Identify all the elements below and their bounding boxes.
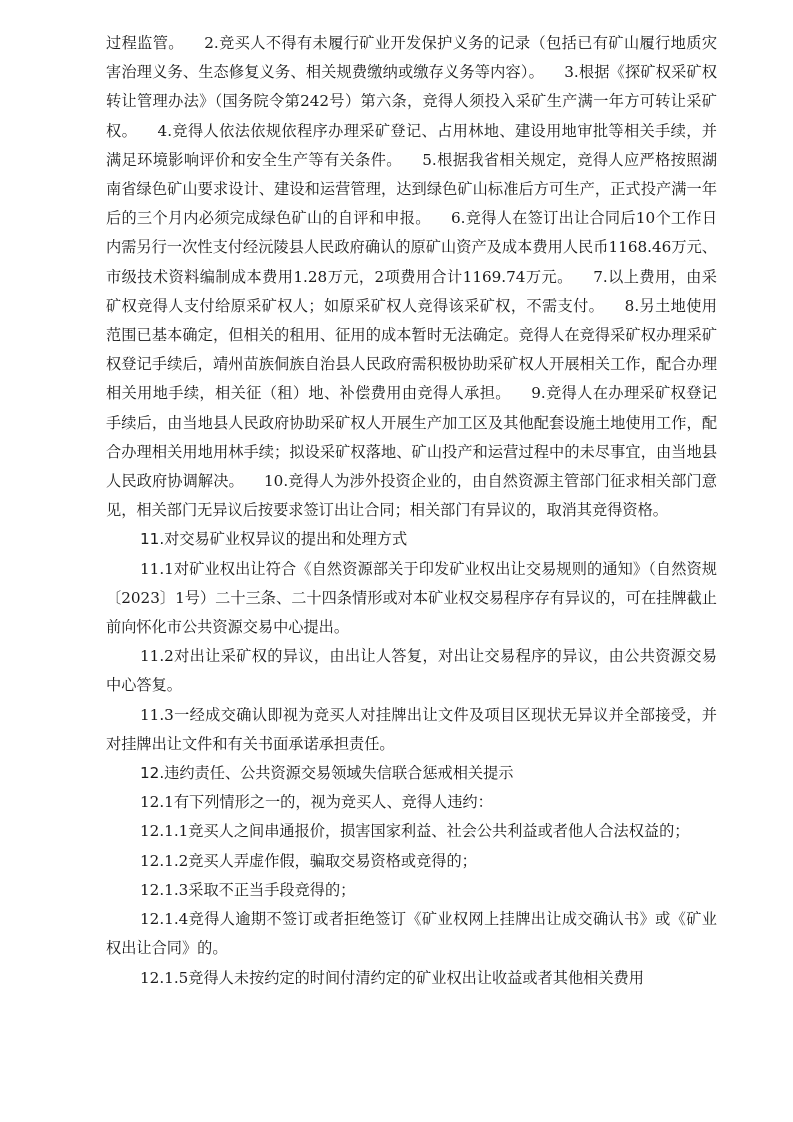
section-11-item-1: 11.1对矿业权出让符合《自然资源部关于印发矿业权出让交易规则的通知》（自然资规〔2023〕1号）二十三条、二十四条情形或对本矿业权交易程序存有异议的，可在挂牌截止前向怀化市公共资源交易中心提出。 [106,559,717,637]
intro-segment-3: 4.竞得人依法依规依程序办理采矿登记、占用林地、建设用地审批等相关手续，并满足环境影响评价和安全生产等有关条件。 [106,121,717,169]
section-12-item-1-1: 12.1.1竞买人之间串通报价，损害国家利益、社会公共利益或者他人合法权益的； [140,822,690,841]
section-11-heading: 11.对交易矿业权异议的提出和处理方式 [140,530,408,549]
section-12-item-1-3: 12.1.3采取不正当手段竞得的； [140,880,356,899]
section-12-item-1-5: 12.1.5竞得人未按约定的时间付清约定的矿业权出让收益或者其他相关费用 [140,968,644,987]
intro-segment-5: 6.竞得人在签订出让合同后10个工作日内需另行一次性支付经沅陵县人民政府确认的原矿山资产及成本费用人民币1168.46万元、市级技术资料编制成本费用1.28万元，2项费用合计1169.74万元。 [106,209,718,286]
section-12-item-1-4: 12.1.4竞得人逾期不签订或者拒绝签订《矿业权网上挂牌出让成交确认书》或《矿业权出让合同》的。 [106,910,717,958]
intro-segment-9: 10.竞得人为涉外投资企业的，由自然资源主管部门征求相关部门意见，相关部门无异议后按要求签订出让合同；相关部门有异议的，取消其竞得资格。 [106,472,718,520]
section-12-item-1: 12.1有下列情形之一的，视为竞买人、竞得人违约： [140,793,493,812]
intro-segment-4: 5.根据我省相关规定，竞得人应严格按照湖南省绿色矿山要求设计、建设和运营管理，达到绿色矿山标准后方可生产，正式投产满一年后的三个月内必须完成绿色矿山的自评和申报。 [106,150,718,228]
section-12-item-1-2: 12.1.2竞买人弄虚作假，骗取交易资格或竞得的； [140,851,477,870]
section-11-item-2: 11.2对出让采矿权的异议，由出让人答复，对出让交易程序的异议，由公共资源交易中心答复。 [106,647,717,695]
intro-segment-0: 过程监管。 [106,34,184,52]
intro-segment-6: 7.以上费用，由采矿权竞得人支付给原采矿权人；如原采矿权人竞得该采矿权，不需支付。 [106,267,717,315]
intro-block [106,29,717,525]
section-11-item-3: 11.3一经成交确认即视为竞买人对挂牌出让文件及项目区现状无异议并全部接受，并对挂牌出让文件和有关书面承诺承担责任。 [106,705,717,753]
intro-segment-2: 3.根据《探矿权采矿权转让管理办法》（国务院令第242号）第六条，竞得人须投入采矿生产满一年方可转让采矿权。 [106,63,718,140]
intro-segment-7: 8.另土地使用范围已基本确定，但相关的租用、征用的成本暂时无法确定。竞得人在竞得采矿权办理采矿权登记手续后，靖州苗族侗族自治县人民政府需积极协助采矿权人开展相关工作，配合办理相关用地手续，相关征（租）地、补偿费用由竞得人承担。 [106,296,717,403]
intro-segment-8: 9.竞得人在办理采矿权登记手续后，由当地县人民政府协助采矿权人开展生产加工区及其他配套设施土地使用工作，配合办理相关用地用林手续；拟设采矿权落地、矿山投产和运营过程中的未尽事宜，由当地县人民政府协调解决。 [106,384,717,491]
intro-segment-1: 2.竞买人不得有未履行矿业开发保护义务的记录（包括已有矿山履行地质灾害治理义务、生态修复义务、相关规费缴纳或缴存义务等内容）。 [106,34,718,82]
section-12-heading: 12.违约责任、公共资源交易领域失信联合惩戒相关提示 [140,764,514,783]
